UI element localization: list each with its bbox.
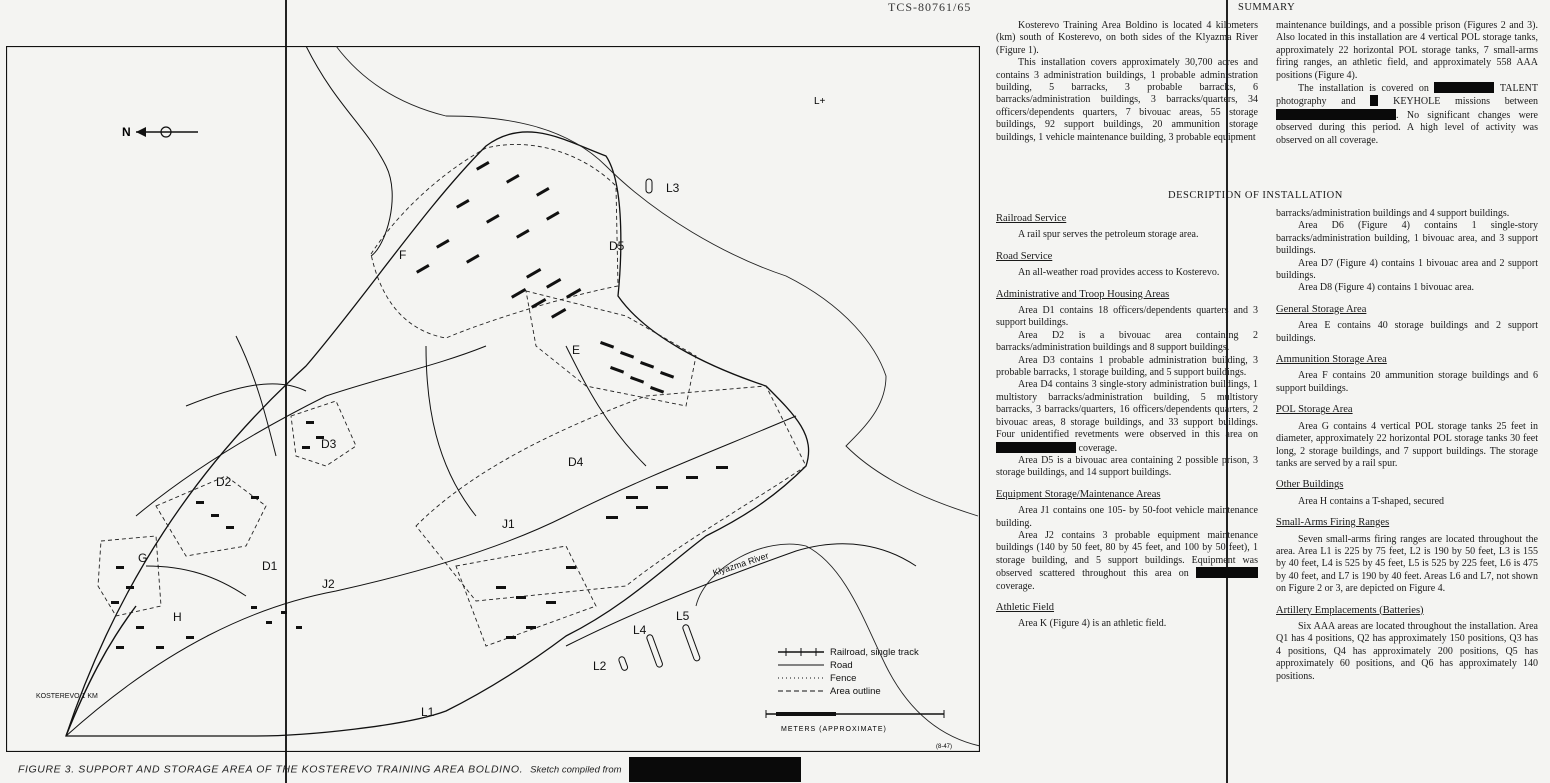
area-label-g: G [138, 551, 148, 565]
area-j2-text: Area J2 contains 3 probable equipment maintenance buildings (140 by 50 feet, 80 by 45 feet, and 100 by 50 feet), 1 storage building, and 5 support buildings. Equipment was observed scattered throughout this area on [996, 529, 1258, 580]
road-main [66, 416, 796, 736]
redaction-block [1196, 567, 1258, 578]
description-right-column [1276, 208, 1538, 683]
map-frame [7, 47, 980, 752]
figure-caption [18, 757, 801, 782]
summary-right-para-1: maintenance buildings, and a possible prison (Figures 2 and 3). Also located in this installation are 4 vertical POL storage tanks, approximately 22 horizontal POL storage tanks, 7 small-arms firing ranges, an athletic field, and approximately 558 AAA positions (Figure 4). [1276, 20, 1538, 81]
summary-left-column [996, 20, 1258, 144]
heading-general-storage: General Storage Area [1276, 303, 1367, 315]
area-label-d1: D1 [262, 559, 278, 573]
control-number: TCS-80761/65 [888, 0, 972, 14]
heading-other-buildings: Other Buildings [1276, 479, 1344, 491]
heading-road-service: Road Service [996, 250, 1053, 262]
area-d2-paragraph: Area D2 is a bivouac area containing 2 barracks/administration buildings and 8 support buildings. [996, 329, 1258, 354]
area-label-l2: L2 [593, 659, 607, 673]
svg-text:L+: L+ [814, 96, 826, 107]
area-d3-paragraph: Area D3 contains 1 probable administration building, 3 probable barracks, 1 storage building, and 5 support buildings. [996, 354, 1258, 379]
redaction-block [1276, 109, 1396, 120]
summary-right-para-2 [1276, 82, 1538, 147]
area-label-j2: J2 [322, 577, 335, 591]
area-label-l3: L3 [666, 181, 680, 195]
text-panel [994, 0, 1544, 783]
map-legend [778, 647, 919, 697]
summary-heading: SUMMARY [1238, 2, 1296, 13]
north-label: N [122, 125, 131, 139]
heading-equipment: Equipment Storage/Maintenance Areas [996, 488, 1161, 500]
firing-ranges-paragraph: Seven small-arms firing ranges are located throughout the area. Area L1 is 225 by 75 feet, L2 is 190 by 50 feet, L3 is 155 by 40 feet, L4 is 525 by 45 feet, L5 is 525 by 225 feet, L6 is 475 by 40 feet, and L7 is 190 by 40 feet. Areas L6 and L7, not shown on Figure 2 or 3, are depicted on Figure 4. [1276, 533, 1538, 595]
heading-athletic-field: Athletic Field [996, 601, 1055, 613]
area-label-f: F [399, 248, 407, 262]
area-label-e: E [572, 343, 581, 357]
heading-pol-storage: POL Storage Area [1276, 404, 1353, 416]
north-arrow-icon [122, 125, 198, 139]
heading-firing-ranges: Small-Arms Firing Ranges [1276, 517, 1390, 529]
firing-ranges [618, 179, 701, 671]
area-f-outline [371, 144, 618, 338]
area-d4-paragraph [996, 379, 1258, 454]
legend-railroad: Railroad, single track [830, 647, 919, 658]
road-west [136, 346, 486, 516]
area-d6-paragraph: Area D6 (Figure 4) contains 1 single-story barracks/administration building, 1 bivouac area, and 3 support buildings. [1276, 220, 1538, 257]
area-j1-paragraph: Area J1 contains one 105- by 50-foot vehicle maintenance building. [996, 505, 1258, 529]
area-label-l5: L5 [676, 609, 690, 623]
heading-artillery: Artillery Emplacements (Batteries) [1276, 604, 1424, 616]
legend-fence: Fence [830, 673, 857, 684]
area-label-d3: D3 [321, 437, 337, 451]
caption-tail: Sketch compiled from [530, 764, 622, 776]
redaction-block [629, 757, 801, 782]
area-label-d5: D5 [609, 239, 625, 253]
railroad-spur [66, 606, 136, 736]
area-d1-paragraph: Area D1 contains 18 officers/dependents quarters and 3 support buildings. [996, 305, 1258, 329]
area-f-buildings [416, 161, 560, 274]
page-ref: (8-47) [936, 744, 953, 750]
summary-paragraph-2: This installation covers approximately 30,700 acres and contains 3 administration buildings, 1 probable administration building, 5 barracks, 3 probable barracks, 6 barracks/administration buildings, 3 barracks/quarters, 34 officers/dependents quarters, 7 bivouac areas, 55 storage buildings, 92 support buildings, 20 ammunition storage buildings, 1 vehicle maintenance building, 3 probable equipment [996, 57, 1258, 143]
area-label-l1: L1 [421, 705, 435, 719]
map-svg [6, 46, 980, 752]
heading-railroad-service: Railroad Service [996, 213, 1067, 224]
area-e-buildings [511, 268, 674, 394]
right-intro: barracks/administration buildings and 4 support buildings. [1276, 208, 1510, 219]
figure-3-map [6, 46, 980, 752]
coverage-text-c: KEYHOLE missions between [1393, 96, 1539, 108]
klyazma-river [336, 46, 978, 516]
area-e-paragraph: Area E contains 40 storage buildings and 2 support buildings. [1276, 320, 1538, 344]
area-d7-paragraph: Area D7 (Figure 4) contains 1 bivouac area and 2 support buildings. [1276, 257, 1538, 282]
description-left-column [996, 204, 1258, 631]
area-e-outline [526, 291, 696, 406]
kosterevo-label: KOSTEREVO 1 KM [36, 693, 98, 700]
road-paragraph: An all-weather road provides access to Kosterevo. [1018, 267, 1220, 279]
area-label-j1: J1 [502, 517, 515, 531]
area-g-outline [98, 536, 161, 616]
redaction-block [996, 442, 1076, 453]
athletic-paragraph: Area K (Figure 4) is an athletic field. [1018, 618, 1167, 630]
artillery-paragraph: Six AAA areas are located throughout the installation. Area Q1 has 4 positions, Q2 has approximately 150 positions, Q3 has 4 positions, Q4 has approximately 200 positions, Q5 has approximately 60 positions, and Q6 has approximately 140 positions. [1276, 620, 1538, 682]
legend-area-outline: Area outline [830, 686, 881, 697]
area-label-d4: D4 [568, 455, 584, 469]
heading-admin-housing: Administrative and Troop Housing Areas [996, 288, 1170, 300]
coverage-text-a: The installation is covered on [1298, 83, 1429, 95]
area-j2-coverage: coverage. [996, 580, 1035, 592]
area-h-paragraph: Area H contains a T-shaped, secured [1298, 495, 1445, 507]
area-d4-text: Area D4 contains 3 single-story administration buildings, 1 multistory barracks/administration building, 5 multistory barracks, 3 barracks/quarters, 16 officers/dependents quarters, 2 bivouac areas, 8 storage buildings, and 33 support buildings. Four unidentified revetments were observed in this area on [996, 379, 1258, 441]
installation-outline [66, 132, 809, 736]
area-d4-coverage: coverage. [1078, 442, 1118, 454]
area-label-d2: D2 [216, 475, 232, 489]
area-j2-paragraph [996, 530, 1258, 593]
area-d8-paragraph: Area D8 (Figure 4) contains 1 bivouac area. [1298, 282, 1475, 294]
summary-paragraph-1: Kosterevo Training Area Boldino is located 4 kilometers (km) south of Kosterevo, on both sides of the Klyazma River (Figure 1). [996, 20, 1258, 56]
area-d5-paragraph: Area D5 is a bivouac area containing 2 possible prison, 3 storage buildings, and 14 support buildings. [996, 454, 1258, 479]
coverage-text-b: TALENT photography and [1276, 83, 1538, 108]
redaction-block [1370, 95, 1378, 106]
area-label-h: H [173, 610, 182, 624]
road-north [306, 46, 392, 256]
river-label: Klyazma River [711, 550, 770, 578]
legend-road: Road [830, 660, 853, 671]
summary-right-column [1276, 20, 1538, 147]
railroad-paragraph: A rail spur serves the petroleum storage area. [1018, 229, 1199, 241]
area-f-paragraph: Area F contains 20 ammunition storage buildings and 6 support buildings. [1276, 370, 1538, 394]
coverage-text-d: . No significant changes were observed during this period. A high level of activity was observed on all coverage. [1276, 109, 1538, 146]
area-label-l4: L4 [633, 623, 647, 637]
heading-ammunition-storage: Ammunition Storage Area [1276, 354, 1387, 366]
description-heading: DESCRIPTION OF INSTALLATION [1168, 190, 1343, 201]
redaction-block [1434, 82, 1494, 93]
area-d3-outline [291, 401, 356, 466]
map-scale [766, 710, 944, 733]
caption-main: FIGURE 3. SUPPORT AND STORAGE AREA OF THE KOSTEREVO TRAINING AREA BOLDINO. [18, 763, 524, 776]
area-g-paragraph: Area G contains 4 vertical POL storage tanks 25 feet in diameter, approximately 22 horizontal POL storage tanks 30 feet long, 2 storage buildings, and 7 support buildings. The storage tanks are served by a rail spur. [1276, 420, 1538, 469]
scale-label: METERS (APPROXIMATE) [781, 726, 887, 733]
